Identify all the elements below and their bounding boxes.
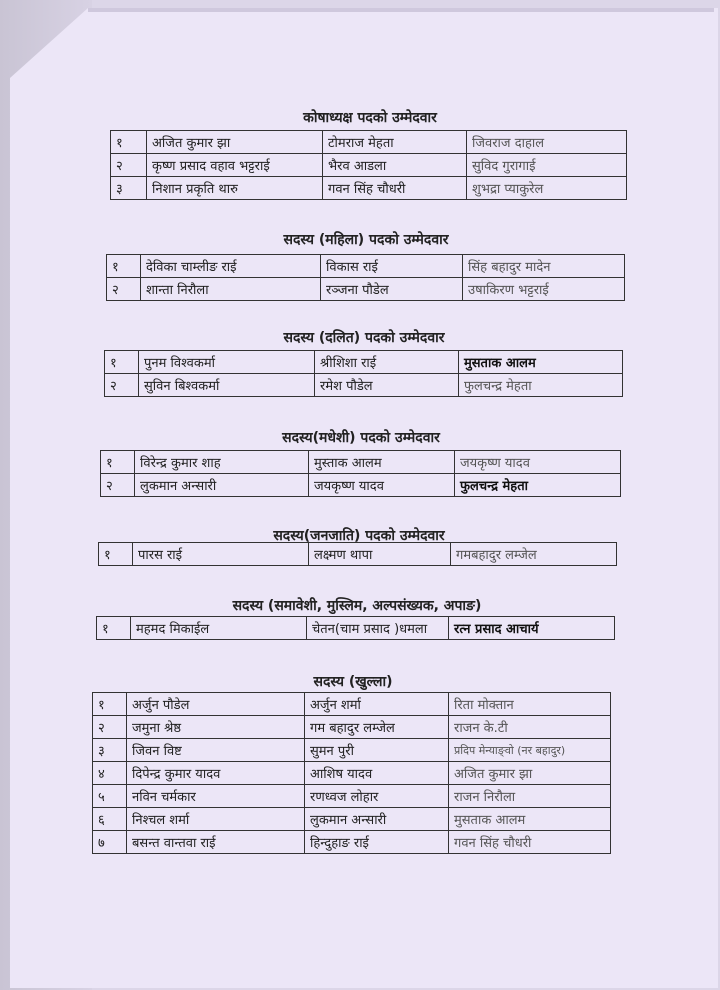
table-row [111, 177, 627, 200]
candidate-name: अजित कुमार झा [147, 131, 323, 154]
section-member-madhesi [100, 428, 622, 518]
supporter-name: जयकृष्ण यादव [455, 451, 621, 474]
candidate-name: निश्चल शर्मा [127, 808, 305, 831]
candidate-table [110, 130, 627, 200]
table-row [93, 739, 611, 762]
table-row [101, 474, 621, 497]
supporter-name: राजन के.टी [449, 716, 611, 739]
candidate-table [96, 616, 615, 640]
row-number: १ [101, 451, 135, 474]
proposer-name: लक्ष्मण थापा [309, 543, 451, 566]
row-number: २ [101, 474, 135, 497]
row-number: ७ [93, 831, 127, 854]
supporter-name: फुलचन्द्र मेहता [459, 374, 623, 397]
supporter-name: उषाकिरण भट्टराई [463, 278, 625, 301]
supporter-name: गमबहादुर लम्जेल [451, 543, 617, 566]
candidate-name: नविन चर्मकार [127, 785, 305, 808]
row-number: २ [111, 154, 147, 177]
row-number: ५ [93, 785, 127, 808]
section-member-women [106, 230, 626, 320]
proposer-name: मुस्ताक आलम [309, 451, 455, 474]
supporter-name: मुसताक आलम [459, 351, 623, 374]
proposer-name: चेतन(चाम प्रसाद )धमला [307, 617, 449, 640]
proposer-name: गवन सिंह चौधरी [323, 177, 467, 200]
section-title: सदस्य (खुल्ला) [313, 674, 393, 690]
row-number: १ [99, 543, 133, 566]
table-row [107, 278, 625, 301]
table-row [105, 374, 623, 397]
candidate-name: पुनम विश्वकर्मा [139, 351, 315, 374]
table-row [97, 617, 615, 640]
candidate-name: सुविन बिश्वकर्मा [139, 374, 315, 397]
candidate-name: विरेन्द्र कुमार शाह [135, 451, 309, 474]
table-row [93, 716, 611, 739]
row-number: २ [105, 374, 139, 397]
proposer-name: अर्जुन शर्मा [305, 693, 449, 716]
row-number: ३ [93, 739, 127, 762]
proposer-name: रणध्वज लोहार [305, 785, 449, 808]
candidate-table [100, 450, 621, 497]
candidate-table [106, 254, 625, 301]
candidate-table [104, 350, 623, 397]
proposer-name: रञ्जना पौडेल [321, 278, 463, 301]
table-row [111, 131, 627, 154]
section-member-open [92, 672, 614, 882]
candidate-name: कृष्ण प्रसाद वहाव भट्टराई [147, 154, 323, 177]
proposer-name: सुमन पुरी [305, 739, 449, 762]
supporter-name: गवन सिंह चौधरी [449, 831, 611, 854]
table-row [93, 831, 611, 854]
paper-top-edge [88, 8, 714, 12]
candidate-name: महमद मिकाईल [131, 617, 307, 640]
section-member-dalit [104, 328, 624, 418]
proposer-name: आशिष यादव [305, 762, 449, 785]
proposer-name: श्रीशिशा राई [315, 351, 459, 374]
candidate-name: लुकमान अन्सारी [135, 474, 309, 497]
proposer-name: गम बहादुर लम्जेल [305, 716, 449, 739]
supporter-name: जिवराज दाहाल [467, 131, 627, 154]
proposer-name: रमेश पौडेल [315, 374, 459, 397]
supporter-name: शुभद्रा प्याकुरेल [467, 177, 627, 200]
supporter-name: राजन निरौला [449, 785, 611, 808]
candidate-name: जमुना श्रेष्ठ [127, 716, 305, 739]
section-treasurer [110, 108, 630, 218]
proposer-name: टोमराज मेहता [323, 131, 467, 154]
section-member-janajati [98, 526, 620, 586]
row-number: १ [93, 693, 127, 716]
candidate-name: शान्ता निरौला [141, 278, 321, 301]
candidate-table [92, 692, 611, 854]
supporter-name: प्रदिप मेन्याङ्वो (नर बहादुर) [449, 739, 611, 762]
section-title: सदस्य(जनजाति) पदको उम्मेदवार [273, 528, 445, 544]
table-row [93, 693, 611, 716]
table-row [93, 762, 611, 785]
section-title: सदस्य(मधेशी) पदको उम्मेदवार [282, 430, 440, 446]
supporter-name: मुसताक आलम [449, 808, 611, 831]
candidate-name: दिपेन्द्र कुमार यादव [127, 762, 305, 785]
row-number: ६ [93, 808, 127, 831]
row-number: १ [107, 255, 141, 278]
section-title: सदस्य (महिला) पदको उम्मेदवार [283, 232, 449, 248]
supporter-name: रिता मोक्तान [449, 693, 611, 716]
candidate-name: देविका चाम्लीङ राई [141, 255, 321, 278]
section-title: सदस्य (दलित) पदको उम्मेदवार [283, 330, 445, 346]
row-number: १ [97, 617, 131, 640]
candidate-name: बसन्त वान्तवा राई [127, 831, 305, 854]
supporter-name: फुलचन्द्र मेहता [455, 474, 621, 497]
candidate-name: निशान प्रकृति थारु [147, 177, 323, 200]
supporter-name: सिंह बहादुर मादेन [463, 255, 625, 278]
table-row [99, 543, 617, 566]
supporter-name: अजित कुमार झा [449, 762, 611, 785]
row-number: ४ [93, 762, 127, 785]
candidate-name: पारस राई [133, 543, 309, 566]
row-number: १ [111, 131, 147, 154]
section-title: कोषाध्यक्ष पदको उम्मेदवार [303, 110, 437, 126]
candidate-table [98, 542, 617, 566]
row-number: ३ [111, 177, 147, 200]
table-row [105, 351, 623, 374]
table-row [93, 785, 611, 808]
table-row [93, 808, 611, 831]
proposer-name: लुकमान अन्सारी [305, 808, 449, 831]
proposer-name: जयकृष्ण यादव [309, 474, 455, 497]
row-number: २ [107, 278, 141, 301]
table-row [101, 451, 621, 474]
proposer-name: हिन्दुहाङ राई [305, 831, 449, 854]
row-number: २ [93, 716, 127, 739]
candidate-name: अर्जुन पौडेल [127, 693, 305, 716]
supporter-name: सुविद गुरागाई [467, 154, 627, 177]
row-number: १ [105, 351, 139, 374]
supporter-name: रत्न प्रसाद आचार्य [449, 617, 615, 640]
proposer-name: भैरव आडला [323, 154, 467, 177]
section-member-inclusive [96, 596, 618, 656]
section-title: सदस्य (समावेशी, मुस्लिम, अल्पसंख्यक, अपाङ) [232, 598, 482, 614]
table-row [111, 154, 627, 177]
proposer-name: विकास राई [321, 255, 463, 278]
candidate-name: जिवन विष्ट [127, 739, 305, 762]
table-row [107, 255, 625, 278]
